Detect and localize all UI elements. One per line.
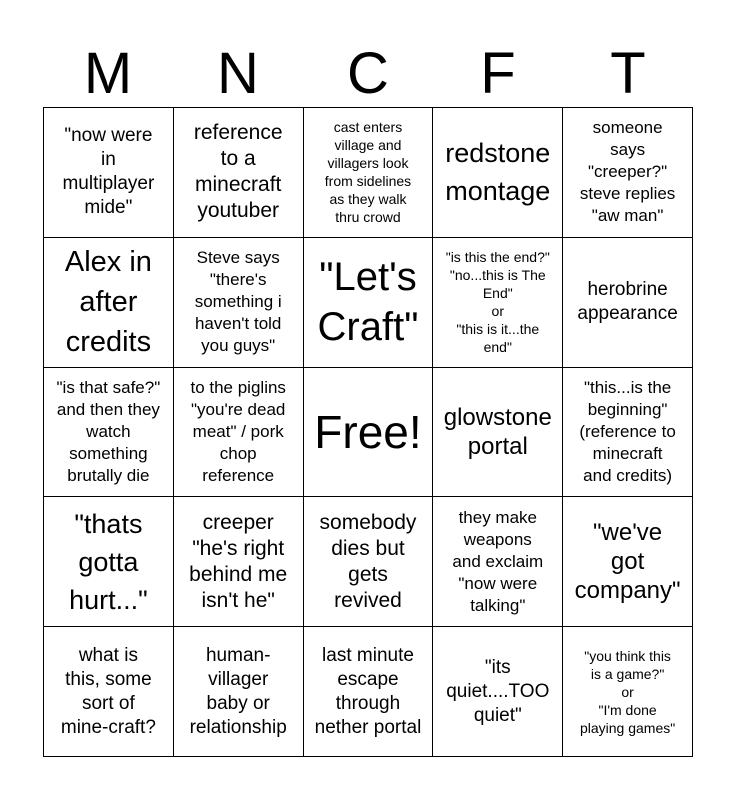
bingo-cell[interactable]: creeper "he's right behind me isn't he" [174, 497, 304, 627]
header-letter-f: F [480, 41, 516, 106]
header-letter-n: N [217, 41, 259, 106]
bingo-cell[interactable]: they make weapons and exclaim "now were talking" [433, 497, 563, 627]
bingo-cell[interactable]: "we've got company" [563, 497, 693, 627]
bingo-cell[interactable]: "now were in multiplayer mide" [44, 108, 174, 238]
bingo-cell[interactable]: Alex in after credits [44, 238, 174, 368]
header-letter-c: C [347, 41, 389, 106]
bingo-cell[interactable]: what is this, some sort of mine-craft? [44, 627, 174, 757]
bingo-cell[interactable]: redstone montage [433, 108, 563, 238]
bingo-cell[interactable]: "you think this is a game?" or "I'm done playing games" [563, 627, 693, 757]
bingo-cell[interactable]: "its quiet....TOO quiet" [433, 627, 563, 757]
bingo-header [43, 40, 693, 108]
bingo-cell[interactable]: reference to a minecraft youtuber [174, 108, 304, 238]
bingo-grid [43, 107, 693, 757]
bingo-cell[interactable]: "is that safe?" and then they watch something brutally die [44, 368, 174, 498]
bingo-cell[interactable]: cast enters village and villagers look from sidelines as they walk thru crowd [304, 108, 434, 238]
bingo-cell[interactable]: "thats gotta hurt..." [44, 497, 174, 627]
bingo-cell[interactable]: to the piglins "you're dead meat" / pork chop reference [174, 368, 304, 498]
bingo-cell[interactable]: "Let's Craft" [304, 238, 434, 368]
bingo-cell[interactable]: "this...is the beginning" (reference to minecraft and credits) [563, 368, 693, 498]
header-letter-t: T [610, 41, 646, 106]
bingo-cell[interactable]: human- villager baby or relationship [174, 627, 304, 757]
bingo-cell[interactable]: last minute escape through nether portal [304, 627, 434, 757]
header-letter-m: M [83, 41, 133, 106]
bingo-cell[interactable]: "is this the end?" "no...this is The End" or "this is it...the end" [433, 238, 563, 368]
free-space-cell[interactable]: Free! [304, 368, 434, 498]
bingo-cell[interactable]: glowstone portal [433, 368, 563, 498]
bingo-cell[interactable]: Steve says "there's something i haven't told you guys" [174, 238, 304, 368]
bingo-cell[interactable]: herobrine appearance [563, 238, 693, 368]
bingo-cell[interactable]: somebody dies but gets revived [304, 497, 434, 627]
bingo-cell[interactable]: someone says "creeper?" steve replies "aw man" [563, 108, 693, 238]
